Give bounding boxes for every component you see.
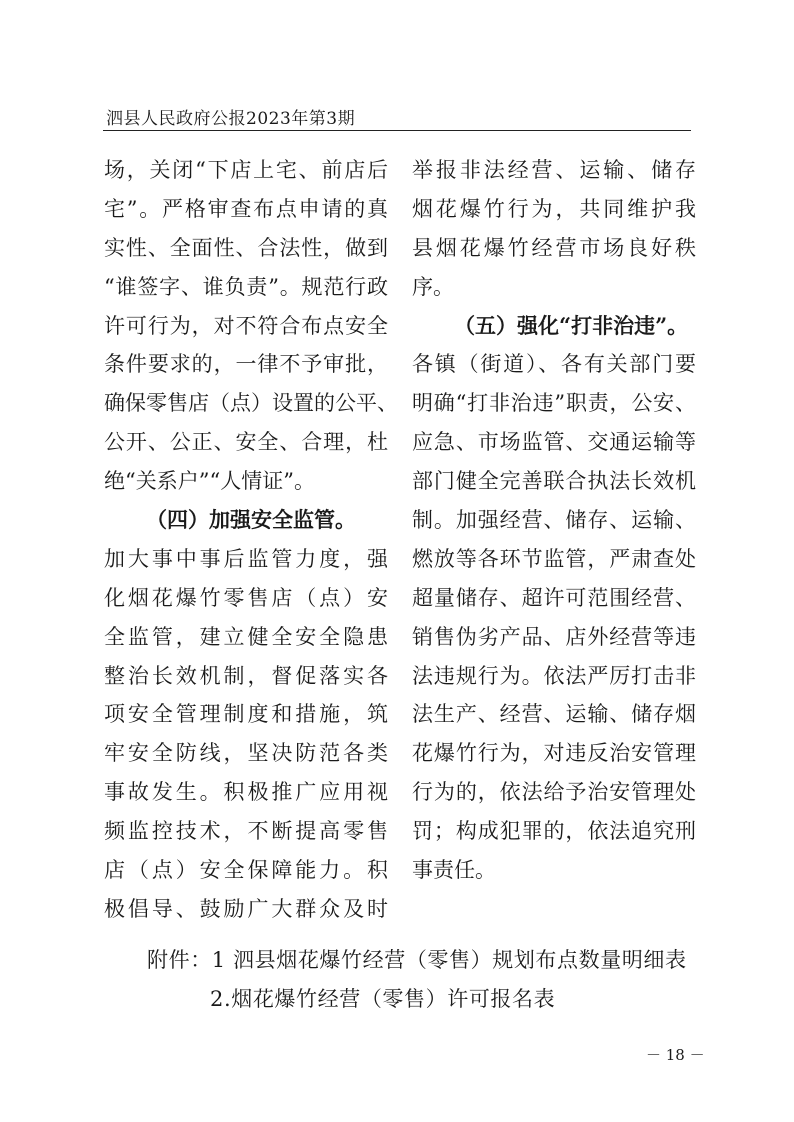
text-line: 场，关闭“下店上宅、前店后	[104, 158, 388, 182]
text-line: 公开、公正、安全、合理，杜	[104, 430, 388, 455]
section-heading-four: （四）加强安全监管。	[146, 507, 356, 533]
text-line: 销售伪劣产品、店外经营等违	[412, 624, 696, 649]
text-line: 化烟花爆竹零售店（点）安	[104, 585, 388, 610]
text-line: 举报非法经营、运输、储存	[412, 158, 696, 182]
attachment-line-2: 2.烟花爆竹经营（零售）许可报名表	[210, 987, 556, 1011]
text-line: 条件要求的，一律不予审批，	[104, 352, 388, 377]
text-line: 法生产、经营、运输、储存烟	[412, 702, 696, 727]
text-line: 事责任。	[412, 858, 496, 883]
text-line: 事故发生。积极推广应用视	[104, 780, 388, 805]
text-line: 序。	[412, 274, 454, 299]
right-text-column	[412, 151, 696, 890]
text-line: 绝“关系户”“人情证”。	[104, 469, 315, 494]
text-line: 部门健全完善联合执法长效机	[412, 469, 696, 494]
text-line: 法违规行为。依法严厉打击非	[412, 663, 696, 688]
text-line: 极倡导、鼓励广大群众及时	[104, 896, 388, 921]
text-line: 罚；构成犯罪的，依法追究刑	[412, 819, 696, 844]
attachment-line-1: 附件：1 泗县烟花爆竹经营（零售）规划布点数量明细表	[147, 948, 687, 972]
text-line: 项安全管理制度和措施，筑	[104, 702, 388, 727]
text-line: 确保零售店（点）设置的公平、	[104, 391, 398, 416]
text-line: 实性、全面性、合法性，做到	[104, 235, 388, 260]
text-line: 花爆竹行为，对违反治安管理	[412, 741, 696, 766]
text-line: 超量储存、超许可范围经营、	[412, 585, 696, 610]
text-line: 行为的，依法给予治安管理处	[412, 780, 696, 805]
text-line: 牢安全防线，坚决防范各类	[104, 741, 388, 766]
text-line: 加大事中事后监管力度，强	[104, 546, 388, 571]
text-line: 各镇（街道）、各有关部门要	[412, 352, 696, 377]
bulletin-header-title: 泗县人民政府公报2023年第3期	[106, 109, 356, 129]
text-line: 烟花爆竹行为，共同维护我	[412, 196, 696, 221]
text-line: 燃放等各环节监管，严肃查处	[412, 546, 696, 571]
text-line: 制。加强经营、储存、运输、	[412, 508, 696, 533]
text-line: 县烟花爆竹经营市场良好秩	[412, 235, 696, 260]
text-line: 整治长效机制，督促落实各	[104, 663, 388, 688]
text-line: 全监管，建立健全安全隐患	[104, 624, 388, 649]
text-line: 宅”。严格审查布点申请的真	[104, 196, 388, 221]
page-number: － 18 －	[646, 1046, 705, 1064]
text-line: 应急、市场监管、交通运输等	[412, 430, 696, 455]
section-heading-five: （五）强化“打非治违”。	[454, 312, 689, 338]
text-line: 明确“打非治违”职责，公安、	[412, 391, 696, 416]
text-line: “谁签字、谁负责”。规范行政	[104, 274, 388, 299]
header-divider	[103, 130, 691, 131]
text-line: 频监控技术，不断提高零售	[104, 819, 388, 844]
left-text-column	[104, 151, 398, 929]
text-line: 店（点）安全保障能力。积	[104, 858, 388, 883]
text-line: 许可行为，对不符合布点安全	[104, 313, 388, 338]
